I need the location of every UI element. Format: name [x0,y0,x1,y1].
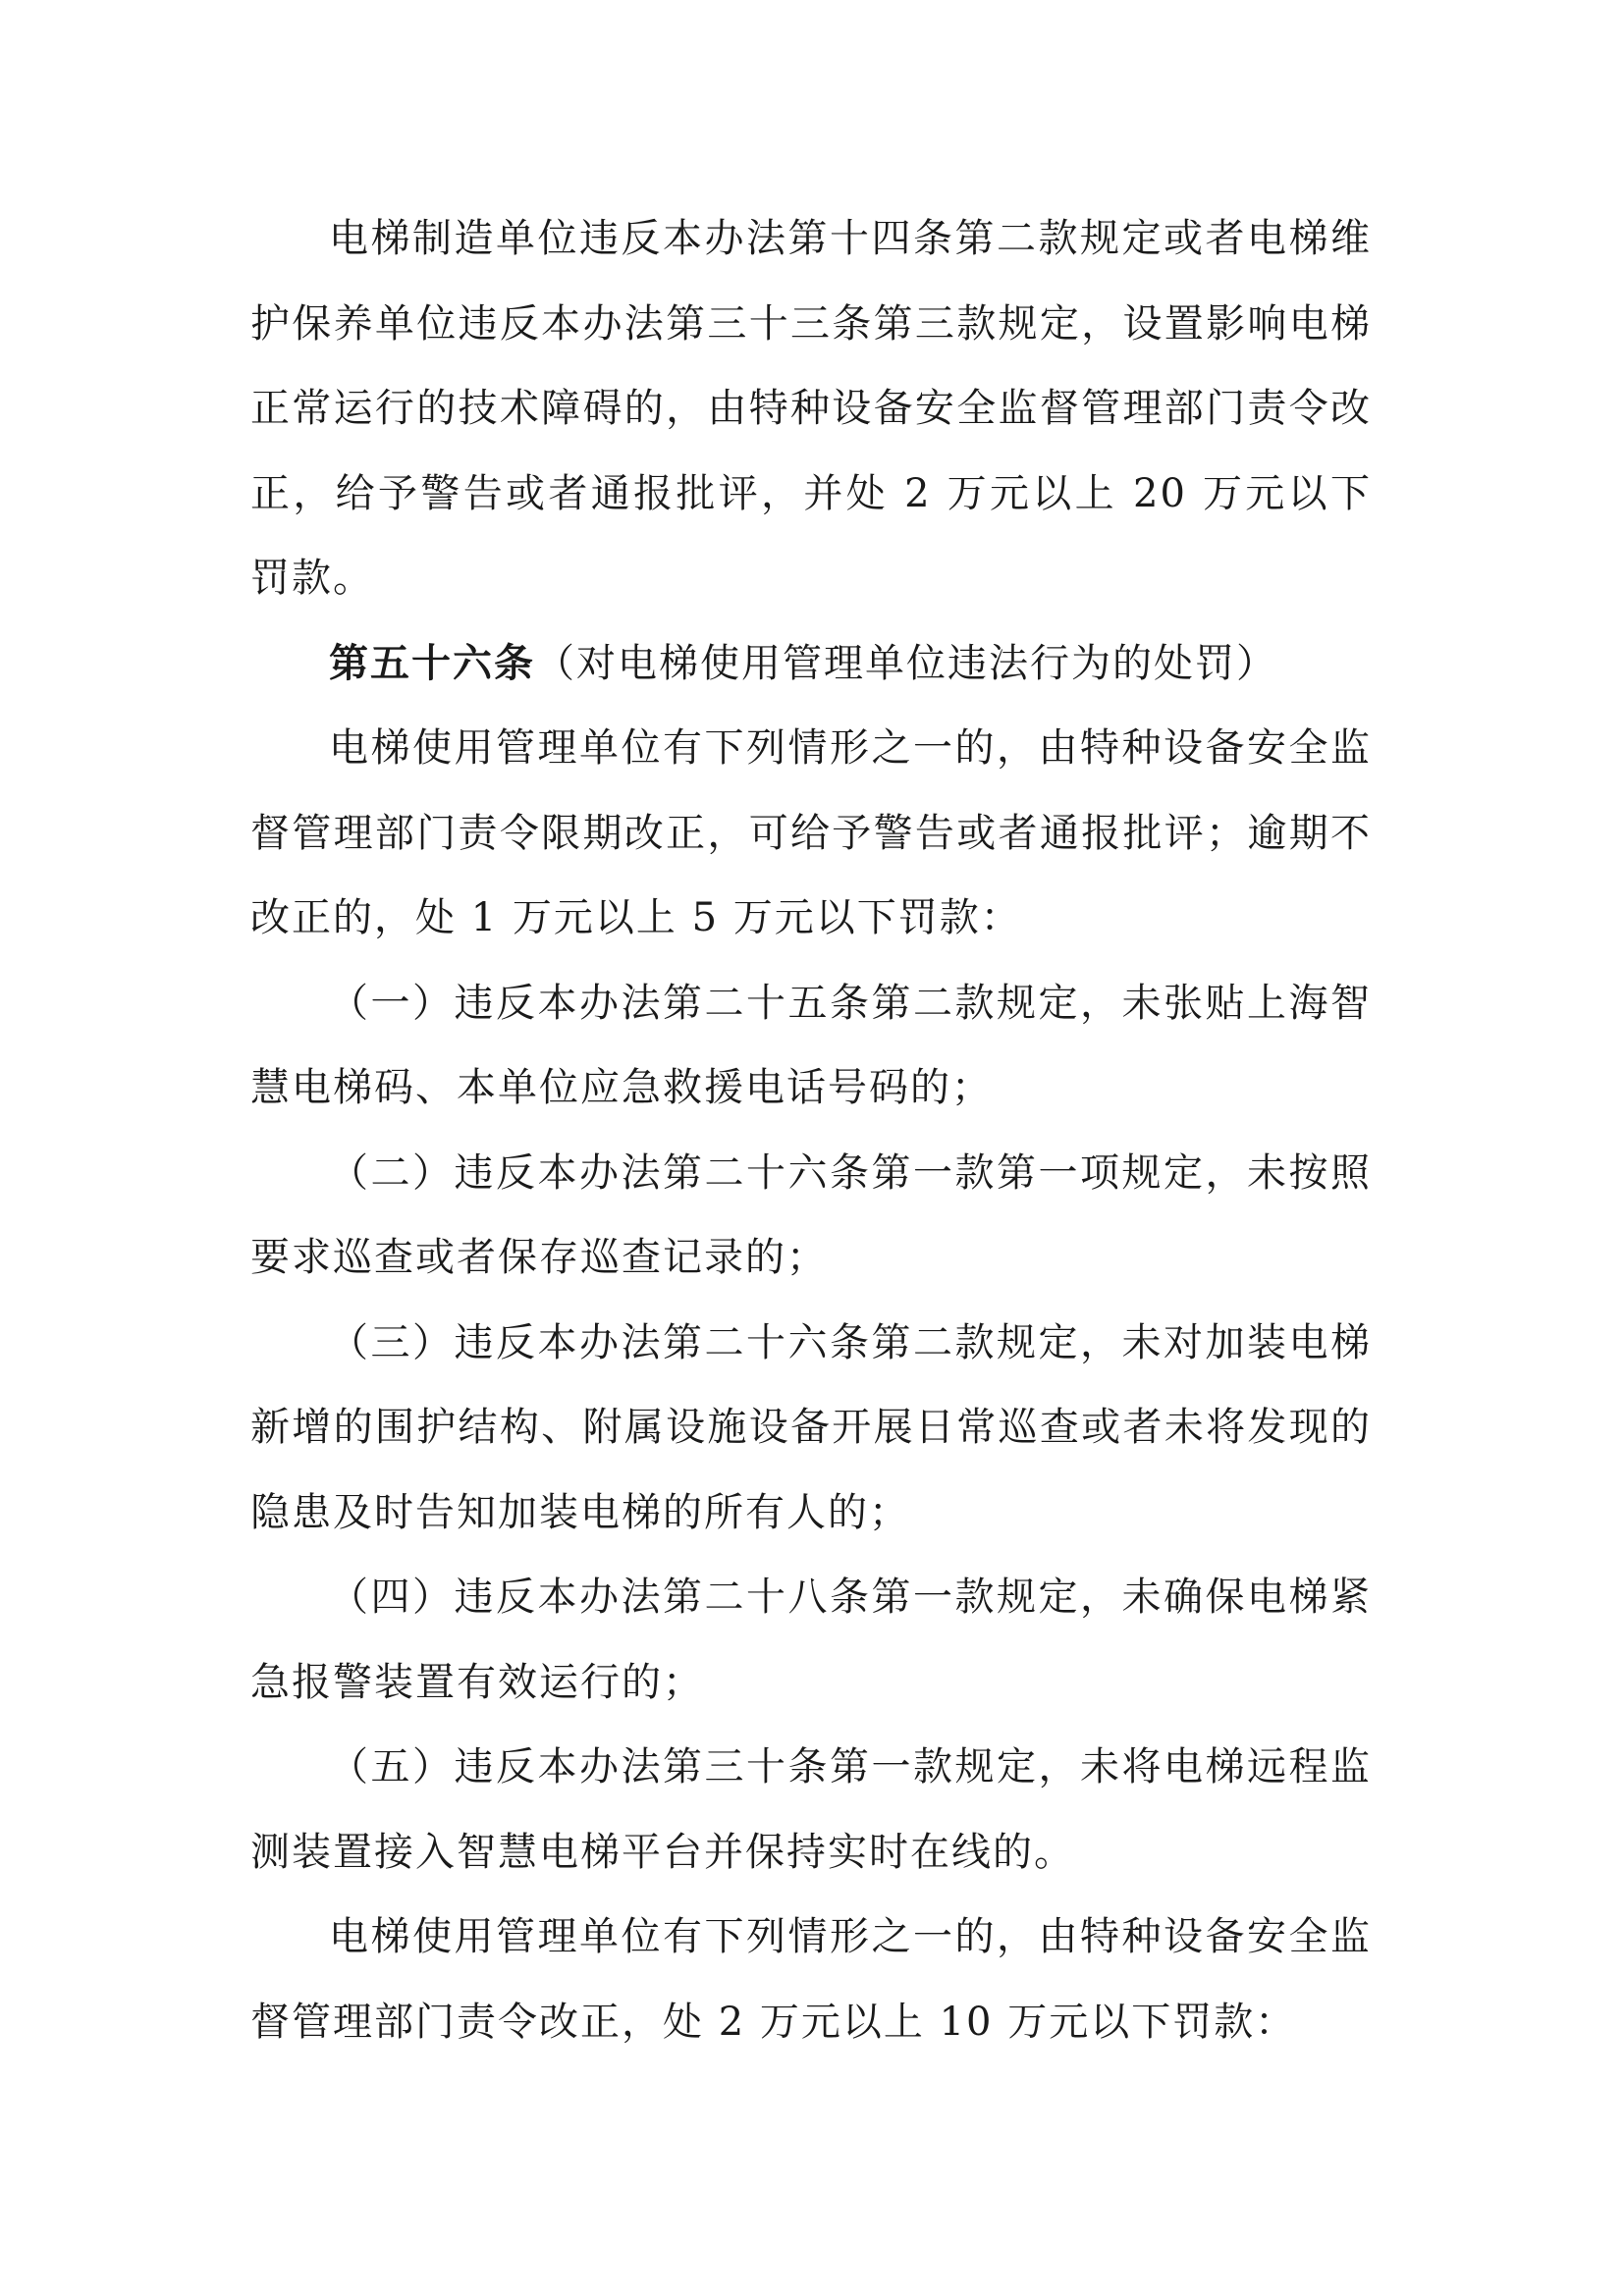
list-item-3: （三）违反本办法第二十六条第二款规定，未对加装电梯新增的围护结构、附属设施设备开展日常巡查或者未将发现的隐患及时告知加装电梯的所有人的； [250,1319,1372,1535]
article-title: 第五十六条 [329,640,535,686]
article-subtitle: （对电梯使用管理单位违法行为的处罚） [535,640,1277,686]
list-item-5: （五）违反本办法第三十条第一款规定，未将电梯远程监测装置接入智慧电梯平台并保持实时在线的。 [250,1744,1372,1875]
list-item-2: （二）违反本办法第二十六条第一款第一项规定，未按照要求巡查或者保存巡查记录的； [250,1149,1372,1280]
paragraph-manufacturer-penalty: 电梯制造单位违反本办法第十四条第二款规定或者电梯维护保养单位违反本办法第三十三条第三款规定，设置影响电梯正常运行的技术障碍的，由特种设备安全监督管理部门责令改正，给予警告或者通报批评，并处 2 万元以上 20 万元以下罚款。 [250,216,1372,601]
paragraph-user-penalty-intro: 电梯使用管理单位有下列情形之一的，由特种设备安全监督管理部门责令限期改正，可给予警告或者通报批评；逾期不改正的，处 1 万元以上 5 万元以下罚款： [250,725,1372,940]
paragraph-user-penalty-second: 电梯使用管理单位有下列情形之一的，由特种设备安全监督管理部门责令改正，处 2 万元以上 10 万元以下罚款： [250,1914,1372,2045]
list-item-4: （四）违反本办法第二十八条第一款规定，未确保电梯紧急报警装置有效运行的； [250,1575,1372,1705]
article-heading [250,621,1372,707]
list-item-1: （一）违反本办法第二十五条第二款规定，未张贴上海智慧电梯码、本单位应急救援电话号码的； [250,980,1372,1110]
document-body [250,196,1372,2064]
